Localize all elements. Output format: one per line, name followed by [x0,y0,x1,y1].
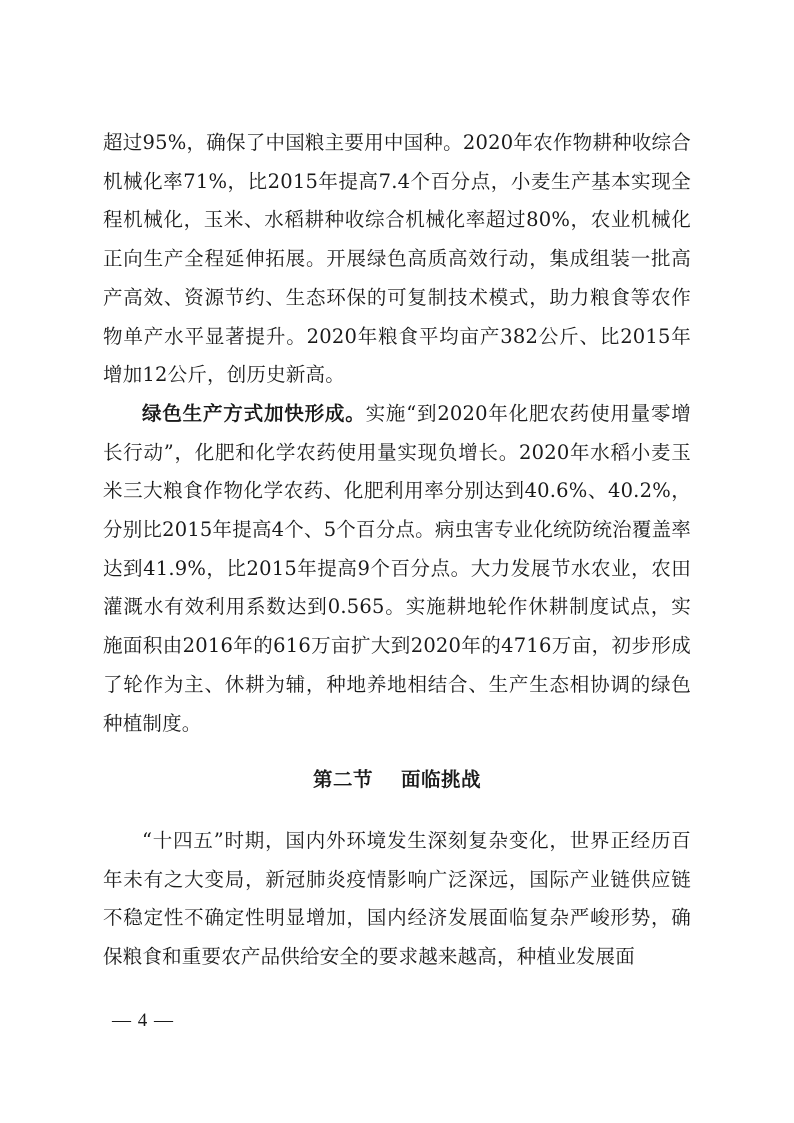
paragraph-green-production [103,395,691,743]
page-number: — 4 — [112,1010,174,1031]
paragraph-lead-heading: 绿色生产方式加快形成。 [142,401,366,425]
section-heading [103,761,691,800]
paragraph-continuation: 超过95%，确保了中国粮主要用中国种。2020年农作物耕种收综合机械化率71%，比2015年提高7.4个百分点，小麦生产基本实现全程机械化，玉米、水稻耕种收综合机械化率超过80%，农业机械化正向生产全程延伸拓展。开展绿色高质高效行动，集成组装一批高产高效、资源节约、生态环保的可复制技术模式，助力粮食等农作物单产水平显著提升。2020年粮食平均亩产382公斤、比2015年增加12公斤，创历史新高。 [103,131,691,387]
section-title: 面临挑战 [401,768,482,792]
paragraph-challenges: “十四五”时期，国内外环境发生深刻复杂变化，世界正经历百年未有之大变局，新冠肺炎疫情影响广泛深远，国际产业链供应链不稳定性不确定性明显增加，国内经济发展面临复杂严峻形势，确保粮食和重要农产品供给安全的要求越来越高，种植业发展面 [103,828,691,969]
section-number: 第二节 [312,768,373,792]
paragraph-body: 实施“到2020年化肥农药使用量零增长行动”，化肥和化学农药使用量实现负增长。2020年水稻小麦玉米三大粮食作物化学农药、化肥利用率分别达到40.6%、40.2%，分别比2015年提高4个、5个百分点。病虫害专业化统防统治覆盖率达到41.9%，比2015年提高9个百分点。大力发展节水农业，农田灌溉水有效利用系数达到0.565。实施耕地轮作休耕制度试点，实施面积由2016年的616万亩扩大到2020年的4716万亩，初步形成了轮作为主、休耕为辅，种地养地相结合、生产生态相协调的绿色种植制度。 [103,401,691,735]
document-page [103,124,691,977]
